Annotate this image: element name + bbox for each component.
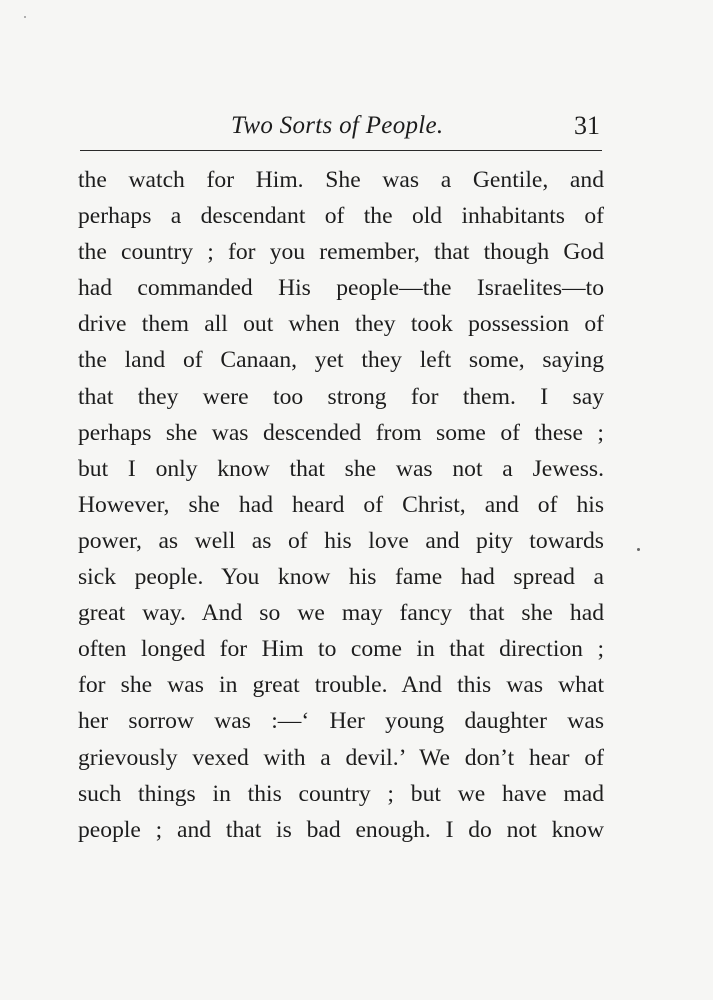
text-line: for she was in great trouble. And this was what [78, 672, 604, 699]
header-rule [80, 150, 602, 151]
text-line: great way. And so we may fancy that she had [78, 600, 604, 627]
body-text [78, 162, 604, 848]
text-line: had commanded His people—the Israelites—to [78, 275, 604, 302]
paper-speck [24, 16, 26, 18]
text-line: her sorrow was :—‘ Her young daughter was [78, 708, 604, 735]
text-line: the land of Canaan, yet they left some, saying [78, 347, 604, 374]
text-line: perhaps she was descended from some of these ; [78, 419, 604, 446]
text-line: However, she had heard of Christ, and of his [78, 491, 604, 518]
text-line: sick people. You know his fame had spread a [78, 564, 604, 591]
text-line: people ; and that is bad enough. I do not know [78, 816, 604, 843]
text-line: such things in this country ; but we have mad [78, 780, 604, 807]
text-line: the country ; for you remember, that though God [78, 239, 604, 266]
paper-speck [637, 548, 640, 551]
text-line: the watch for Him. She was a Gentile, and [78, 167, 604, 193]
text-line: perhaps a descendant of the old inhabitants of [78, 203, 604, 230]
running-head [78, 108, 606, 144]
text-line: grievously vexed with a devil.’ We don’t hear of [78, 744, 604, 771]
text-line: power, as well as of his love and pity towards [78, 527, 604, 554]
text-line: that they were too strong for them. I say [78, 383, 604, 410]
text-line: often longed for Him to come in that direction ; [78, 636, 604, 663]
text-line: drive them all out when they took possession of [78, 311, 604, 338]
page-number: 31 [574, 111, 600, 140]
text-line: but I only know that she was not a Jewess. [78, 455, 604, 482]
running-title: Two Sorts of People. [231, 112, 444, 139]
